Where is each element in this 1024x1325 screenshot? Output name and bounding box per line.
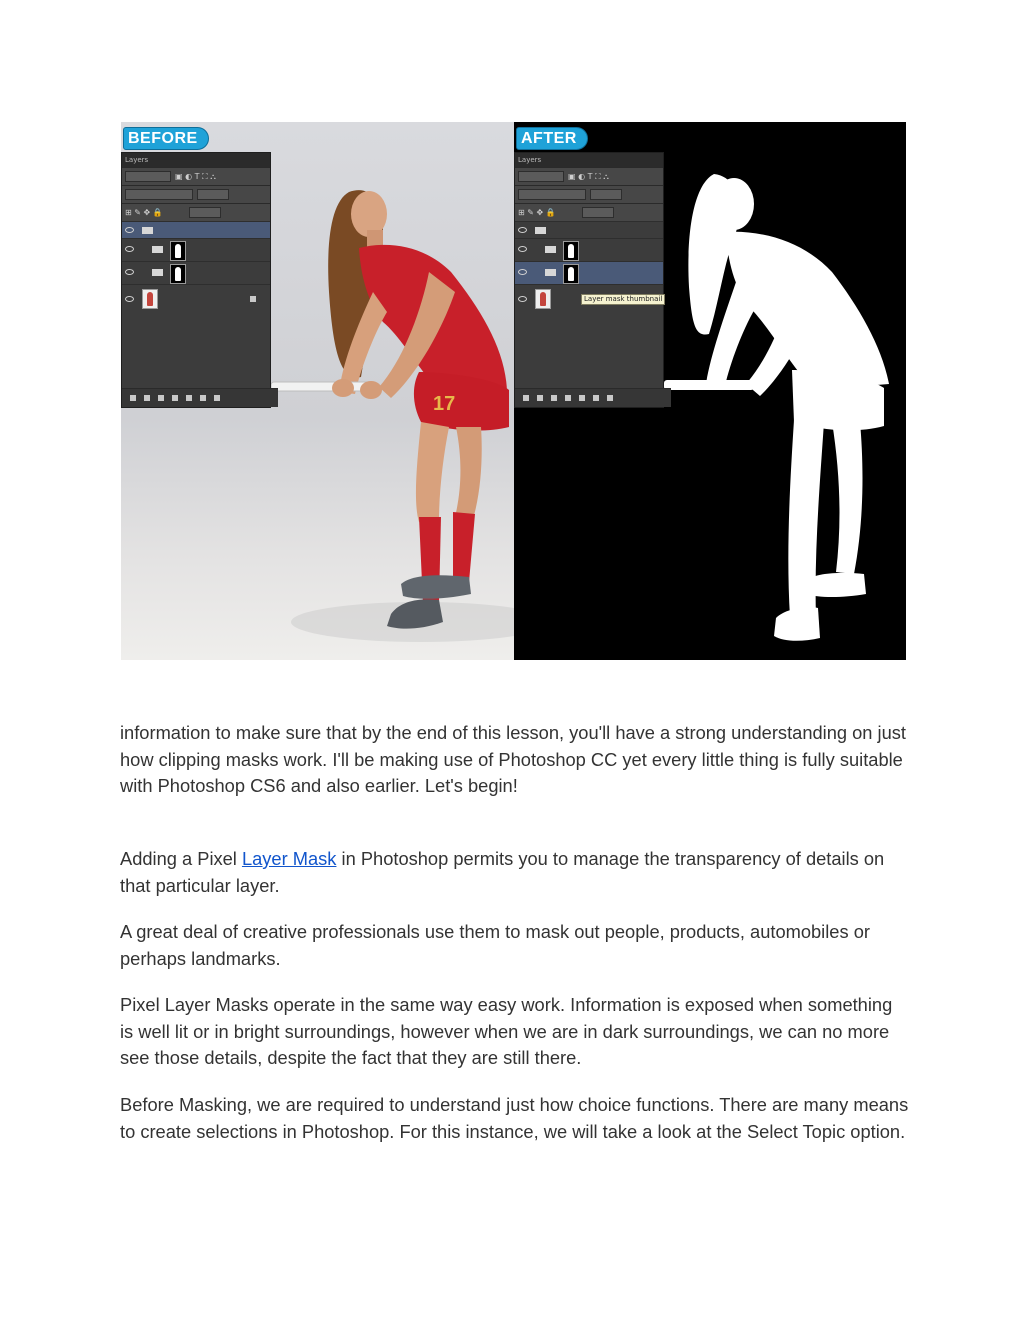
layer-row-group bbox=[122, 221, 270, 238]
layers-filter-bar bbox=[122, 167, 270, 185]
svg-text:17: 17 bbox=[433, 393, 456, 415]
filter-icons: ▣ ◐ T ⛶ ⛬ bbox=[568, 172, 609, 181]
trash-icon bbox=[214, 395, 220, 401]
mask-thumbnail-icon bbox=[563, 241, 579, 261]
visibility-eye-icon bbox=[518, 296, 527, 302]
paragraph-pixel-masks: Pixel Layer Masks operate in the same way easy work. Information is exposed when something is well lit or in bright surroundings, however when we are in dark surroundings, we can no more see those details, despite the fact that they are still there. bbox=[120, 994, 893, 1068]
blend-mode-bar bbox=[515, 185, 663, 203]
layer-row-bg bbox=[515, 238, 663, 261]
new-layer-icon bbox=[200, 395, 206, 401]
blend-mode-bar bbox=[122, 185, 270, 203]
before-photo bbox=[121, 122, 514, 660]
mask-thumbnail-icon bbox=[170, 241, 186, 261]
mask-thumbnail-icon bbox=[563, 264, 579, 284]
paragraph-selection: Before Masking, we are required to understand just how choice functions. There are many means to create selections in Photoshop. For this instance, we will take a look at the Select Topic option. bbox=[120, 1094, 909, 1142]
lock-icon bbox=[250, 296, 256, 302]
layer-row-group bbox=[515, 221, 663, 238]
fx-icon bbox=[144, 395, 150, 401]
layer-row-fg bbox=[515, 261, 663, 284]
layers-panel-title: Layers bbox=[515, 153, 663, 167]
kind-filter bbox=[125, 171, 171, 182]
folder-icon bbox=[545, 246, 556, 253]
layers-panel-title: Layers bbox=[122, 153, 270, 167]
lock-bar bbox=[122, 203, 270, 221]
lock-bar bbox=[515, 203, 663, 221]
filter-icons: ▣ ◐ T ⛶ ⛬ bbox=[175, 172, 216, 181]
blend-mode-select bbox=[125, 189, 193, 200]
folder-icon bbox=[142, 227, 153, 234]
visibility-eye-icon bbox=[125, 296, 134, 302]
layers-panel-footer bbox=[515, 388, 671, 407]
paragraph-text: in Photoshop permits you to manage the transparency of details on that particular layer. bbox=[120, 848, 885, 896]
visibility-eye-icon bbox=[518, 269, 527, 275]
opacity-field bbox=[197, 189, 229, 200]
fill-field bbox=[189, 207, 221, 218]
layers-panel-before bbox=[121, 152, 271, 408]
visibility-eye-icon bbox=[518, 227, 527, 233]
after-badge: AFTER bbox=[516, 127, 588, 150]
blend-mode-select bbox=[518, 189, 586, 200]
before-badge: BEFORE bbox=[123, 127, 209, 150]
kind-filter bbox=[518, 171, 564, 182]
before-after-figure bbox=[121, 122, 906, 660]
paragraph-text: Adding a Pixel bbox=[120, 848, 242, 869]
new-group-icon bbox=[579, 395, 585, 401]
after-mask bbox=[514, 122, 906, 660]
new-group-icon bbox=[186, 395, 192, 401]
folder-icon bbox=[535, 227, 546, 234]
visibility-eye-icon bbox=[518, 246, 527, 252]
layer-row-fg bbox=[122, 261, 270, 284]
layers-filter-bar bbox=[515, 167, 663, 185]
folder-icon bbox=[545, 269, 556, 276]
visibility-eye-icon bbox=[125, 269, 134, 275]
layer-row-bg bbox=[122, 238, 270, 261]
link-icon bbox=[523, 395, 529, 401]
visibility-eye-icon bbox=[125, 227, 134, 233]
layers-panel-after bbox=[514, 152, 664, 408]
fx-icon bbox=[537, 395, 543, 401]
folder-icon bbox=[152, 269, 163, 276]
paragraph-professionals: A great deal of creative professionals use them to mask out people, products, automobiles or perhaps landmarks. bbox=[120, 921, 870, 969]
image-thumbnail-icon bbox=[142, 289, 158, 309]
layer-row-background bbox=[122, 284, 270, 313]
add-mask-icon bbox=[158, 395, 164, 401]
link-icon bbox=[130, 395, 136, 401]
opacity-field bbox=[590, 189, 622, 200]
lock-icons: ⊞ ✎ ✥ 🔒 bbox=[125, 208, 163, 217]
paragraph-intro: information to make sure that by the end of this lesson, you'll have a strong understanding on just how clipping masks work. I'll be making use of Photoshop CC yet every little thing is fully suitable with Photoshop CS6 and also earlier. Let's begin! bbox=[120, 722, 906, 796]
folder-icon bbox=[152, 246, 163, 253]
new-layer-icon bbox=[593, 395, 599, 401]
mask-thumbnail-icon bbox=[170, 264, 186, 284]
layer-mask-tooltip: Layer mask thumbnail bbox=[581, 294, 665, 305]
fill-field bbox=[582, 207, 614, 218]
adjustment-icon bbox=[172, 395, 178, 401]
add-mask-icon bbox=[551, 395, 557, 401]
trash-icon bbox=[607, 395, 613, 401]
layers-panel-footer bbox=[122, 388, 278, 407]
paragraph-layer-mask bbox=[120, 846, 910, 899]
adjustment-icon bbox=[565, 395, 571, 401]
layer-mask-link[interactable]: Layer Mask bbox=[241, 848, 337, 869]
visibility-eye-icon bbox=[125, 246, 134, 252]
lock-icons: ⊞ ✎ ✥ 🔒 bbox=[518, 208, 556, 217]
image-thumbnail-icon bbox=[535, 289, 551, 309]
